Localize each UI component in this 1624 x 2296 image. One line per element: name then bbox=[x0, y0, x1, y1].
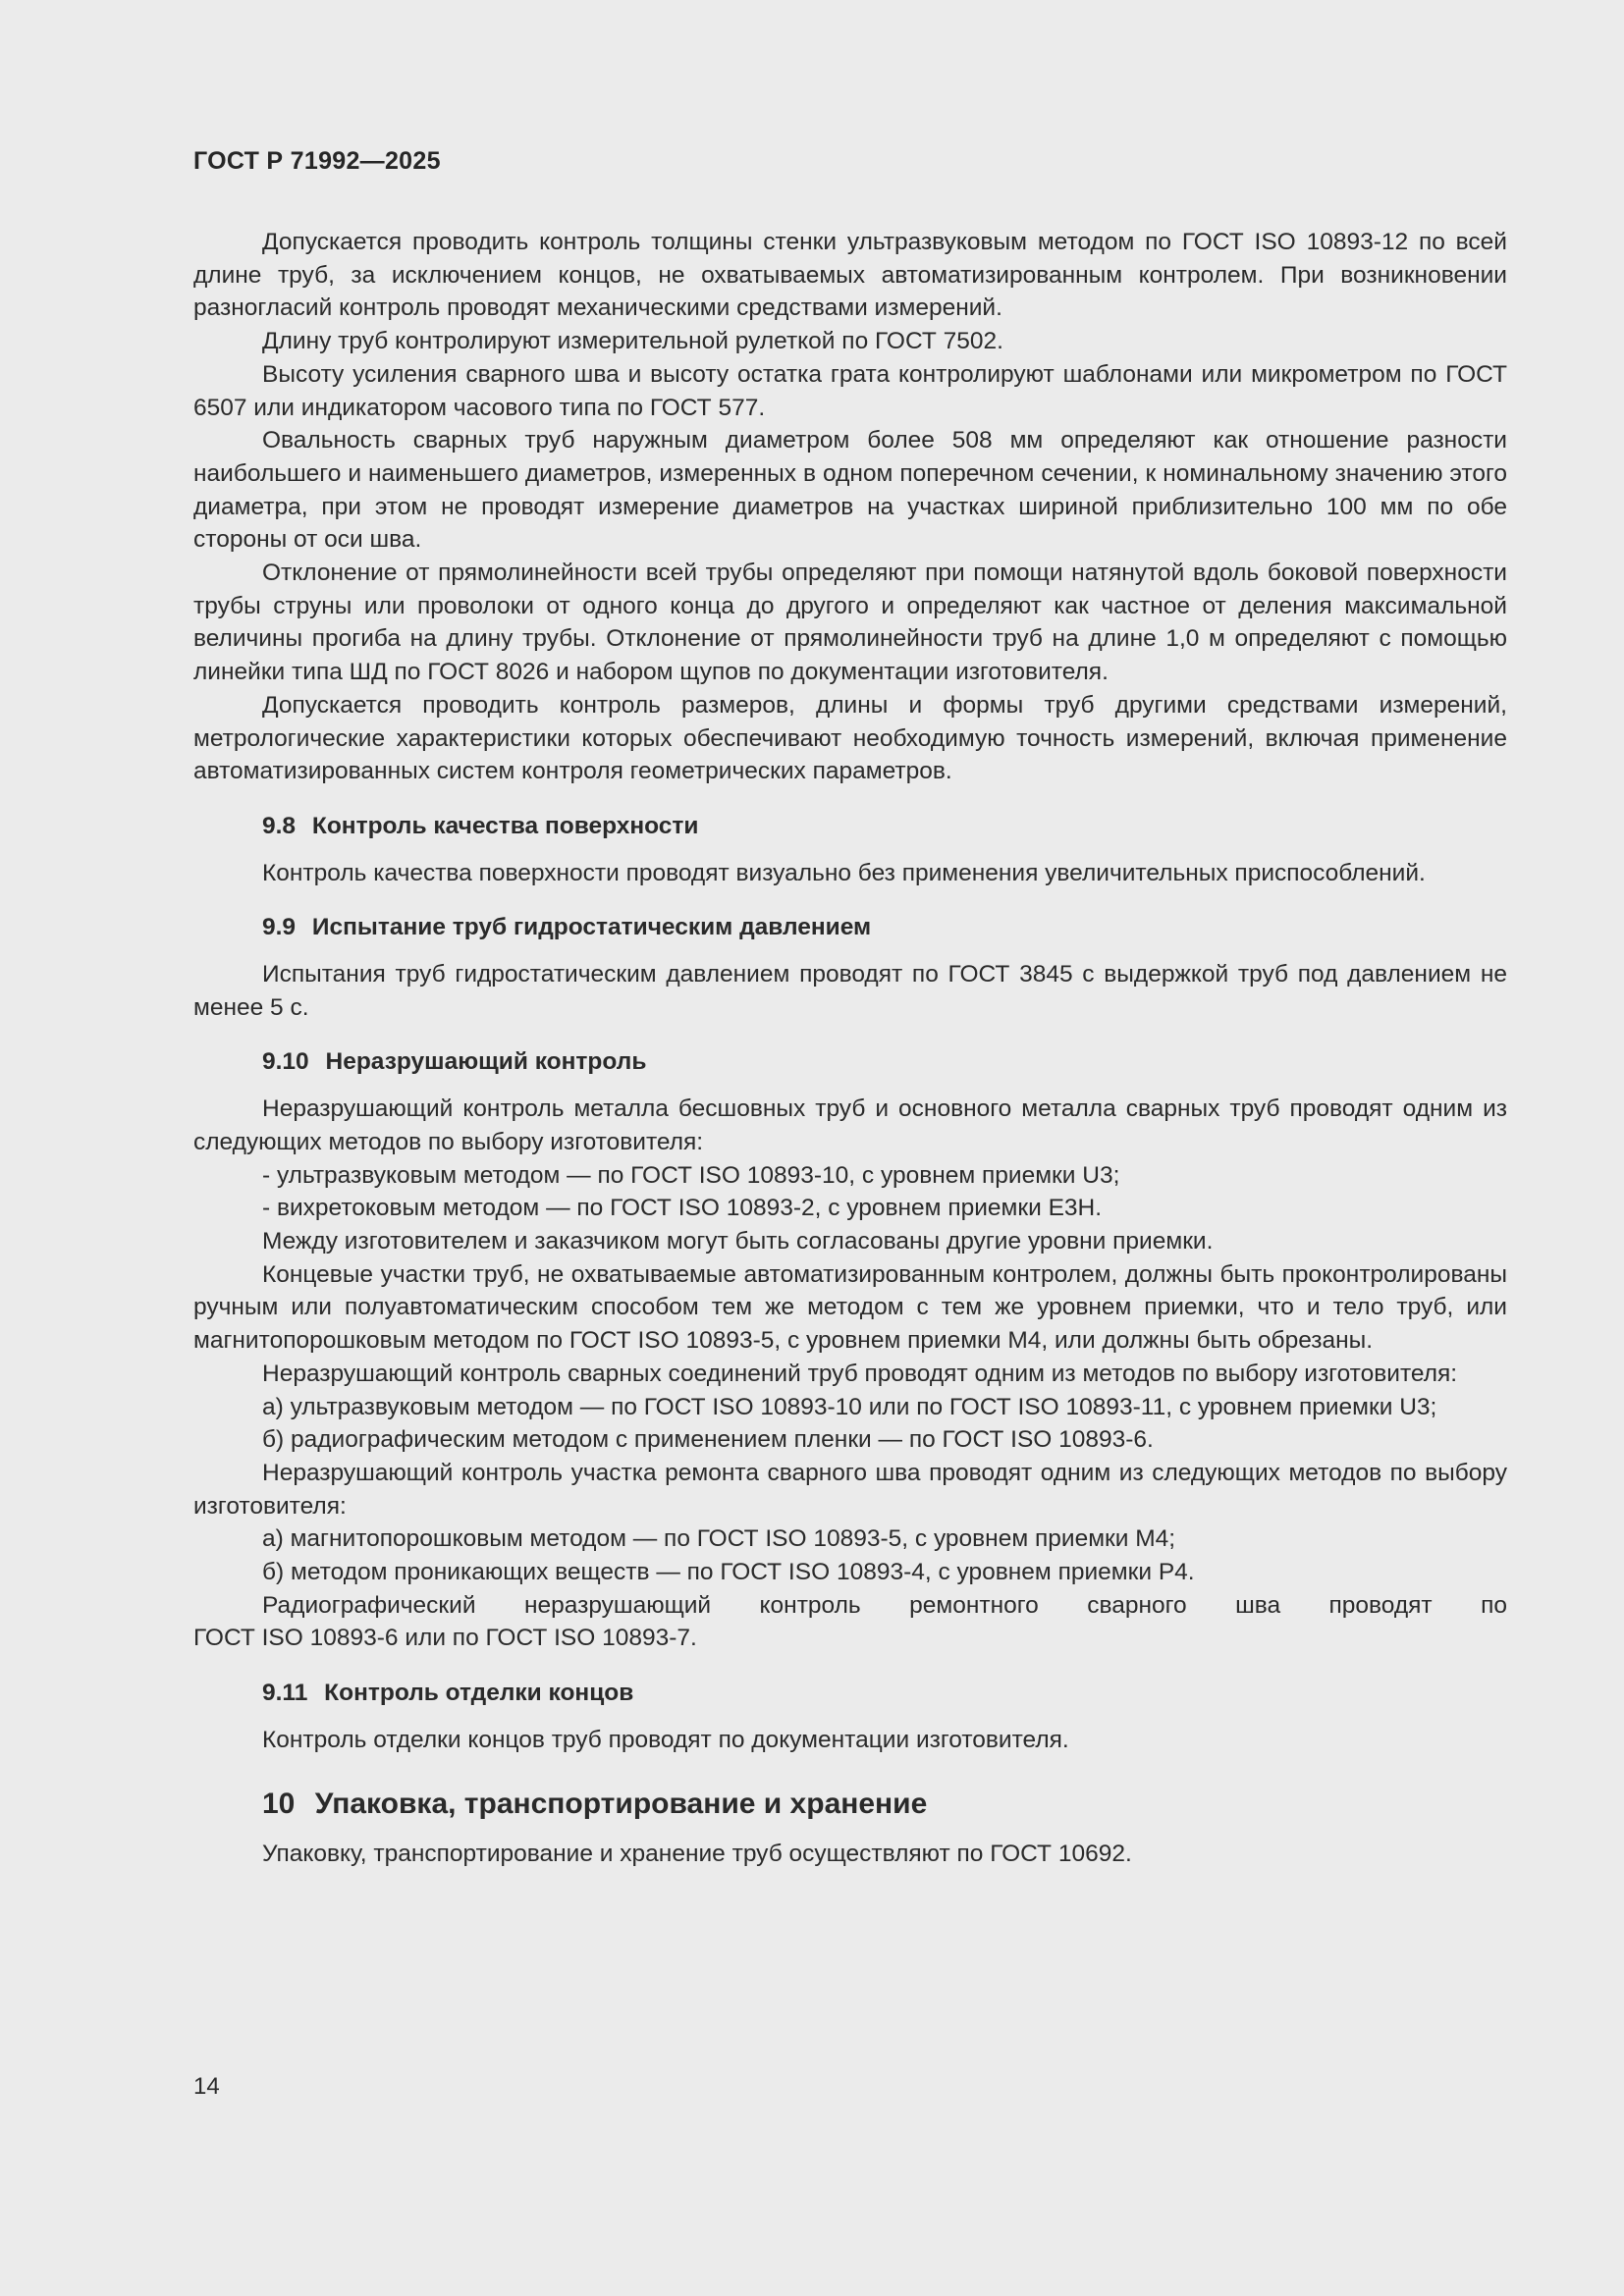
section-number: 9.8 bbox=[262, 812, 297, 839]
chapter-title: Упаковка, транспортирование и хранение bbox=[314, 1787, 928, 1820]
paragraph-line-1: Радиографический неразрушающий контроль ремонтного сварного шва проводят по bbox=[262, 1591, 1507, 1619]
section-number: 9.10 bbox=[262, 1048, 309, 1076]
section-heading-9-8 bbox=[193, 810, 1507, 843]
paragraph: Контроль отделки концов труб проводят по документации изготовителя. bbox=[262, 1726, 1069, 1753]
list-item: - ультразвуковым методом — по ГОСТ ISO 10893-10, с уровнем приемки U3; bbox=[262, 1161, 1120, 1189]
section-title: Контроль отделки концов bbox=[324, 1680, 634, 1707]
paragraph: Овальность сварных труб наружным диаметром более 508 мм определяют как отношение разности наибольшего и наименьшего диаметров, измеренных в одном поперечном сечении, к номинальному значению этого диаметра, при этом не проводят измерение диаметров на участках шириной приблизительно 100 мм по обе стороны от оси шва. bbox=[193, 427, 1507, 554]
section-title: Неразрушающий контроль bbox=[325, 1048, 647, 1076]
section-heading-9-11 bbox=[193, 1677, 1507, 1710]
section-heading-9-9 bbox=[193, 911, 1507, 944]
paragraph: Допускается проводить контроль толщины стенки ультразвуковым методом по ГОСТ ISO 10893-12 по всей длине труб, за исключением концов, не охватываемых автоматизированным контролем. При возникновении разногласий контроль проводят механическими средствами измерений. bbox=[193, 229, 1507, 322]
paragraph: Концевые участки труб, не охватываемые автоматизированным контролем, должны быть проконтролированы ручным или полуавтоматическим способом тем же методом с тем же уровнем приемки, что и тело труб, или магнитопорошковым методом по ГОСТ ISO 10893-5, с уровнем приемки M4, или должны быть обрезаны. bbox=[193, 1260, 1507, 1355]
paragraph: Испытания труб гидростатическим давлением проводят по ГОСТ 3845 с выдержкой труб под давлением не менее 5 с. bbox=[193, 961, 1507, 1021]
paragraph: Длину труб контролируют измерительной рулеткой по ГОСТ 7502. bbox=[262, 328, 1003, 355]
list-item: а) ультразвуковым методом — по ГОСТ ISO 10893-10 или по ГОСТ ISO 10893-11, с уровнем приемки U3; bbox=[262, 1393, 1437, 1420]
document-header: ГОСТ Р 71992—2025 bbox=[193, 147, 441, 175]
paragraph: Неразрушающий контроль металла бесшовных труб и основного металла сварных труб проводят одним из следующих методов по выбору изготовителя: bbox=[193, 1095, 1507, 1155]
list-item: б) радиографическим методом с применением пленки — по ГОСТ ISO 10893-6. bbox=[262, 1426, 1154, 1454]
section-number: 9.11 bbox=[262, 1680, 308, 1707]
section-title: Испытание труб гидростатическим давлением bbox=[311, 914, 872, 941]
paragraph: Между изготовителем и заказчиком могут быть согласованы другие уровни приемки. bbox=[262, 1227, 1214, 1255]
paragraph: Высоту усиления сварного шва и высоту остатка грата контролируют шаблонами или микрометром по ГОСТ 6507 или индикатором часового типа по ГОСТ 577. bbox=[193, 360, 1507, 421]
paragraph: Отклонение от прямолинейности всей трубы определяют при помощи натянутой вдоль боковой поверхности трубы струны или проволоки от одного конца до другого и определяют как частное от деления максимальной величины прогиба на длину трубы. Отклонение от прямолинейности труб на длине 1,0 м определяют с помощью линейки типа ШД по ГОСТ 8026 и набором щупов по документации изготовителя. bbox=[193, 560, 1507, 686]
document-body bbox=[193, 226, 1507, 1870]
list-item: а) магнитопорошковым методом — по ГОСТ ISO 10893-5, с уровнем приемки M4; bbox=[262, 1525, 1176, 1553]
paragraph-line-2: ГОСТ ISO 10893-6 или по ГОСТ ISO 10893-7. bbox=[193, 1625, 697, 1652]
chapter-heading-10 bbox=[193, 1785, 1507, 1824]
section-number: 9.9 bbox=[262, 914, 297, 941]
list-item: б) методом проникающих веществ — по ГОСТ ISO 10893-4, с уровнем приемки P4. bbox=[262, 1559, 1195, 1586]
section-heading-9-10 bbox=[193, 1045, 1507, 1079]
paragraph: Контроль качества поверхности проводят визуально без применения увеличительных приспособлений. bbox=[262, 859, 1426, 886]
paragraph: Упаковку, транспортирование и хранение труб осуществляют по ГОСТ 10692. bbox=[262, 1840, 1132, 1867]
list-item: - вихретоковым методом — по ГОСТ ISO 10893-2, с уровнем приемки E3H. bbox=[262, 1195, 1103, 1222]
page-number: 14 bbox=[193, 2073, 220, 2100]
section-title: Контроль качества поверхности bbox=[311, 812, 699, 839]
paragraph: Неразрушающий контроль участка ремонта сварного шва проводят одним из следующих методов по выбору изготовителя: bbox=[193, 1459, 1507, 1520]
paragraph: Допускается проводить контроль размеров, длины и формы труб другими средствами измерений, метрологические характеристики которых обеспечивают необходимую точность измерений, включая применение автоматизированных систем контроля геометрических параметров. bbox=[193, 691, 1507, 785]
paragraph: Неразрушающий контроль сварных соединений труб проводят одним из методов по выбору изготовителя: bbox=[262, 1360, 1458, 1387]
chapter-number: 10 bbox=[262, 1787, 296, 1820]
